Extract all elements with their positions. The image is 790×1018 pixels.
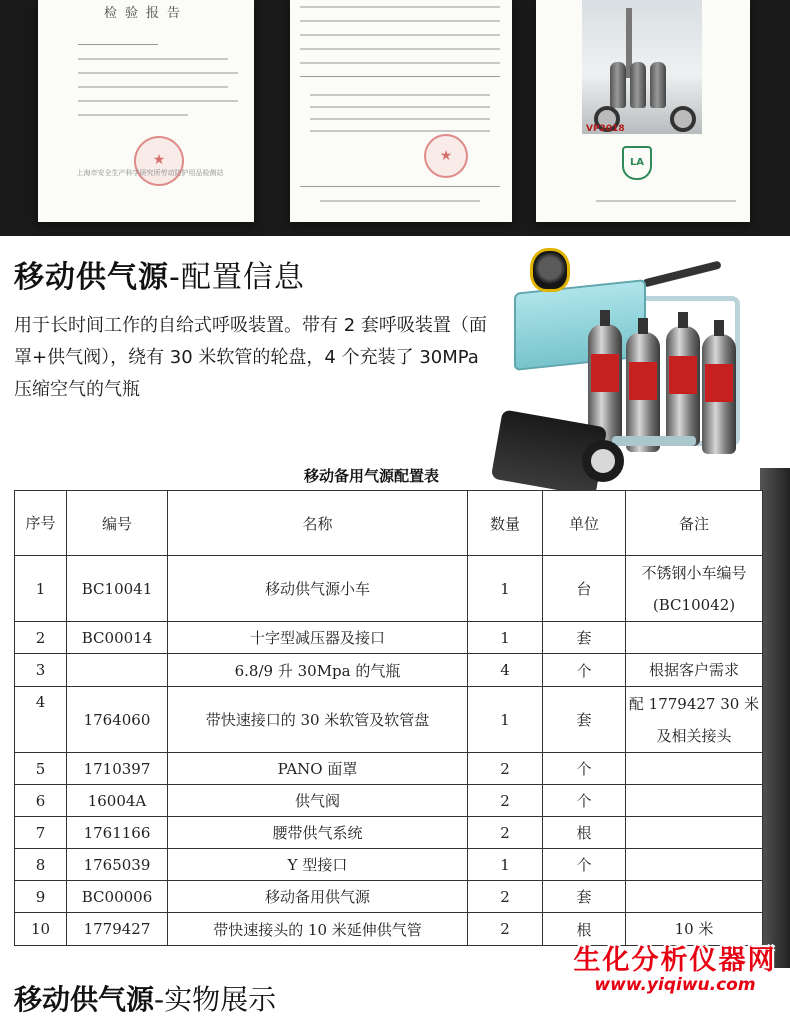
- cell-code: 1779427: [67, 913, 168, 946]
- bottom-heading-light: -实物展示: [154, 983, 277, 1016]
- cell-note: [626, 817, 763, 849]
- cell-name: 十字型减压器及接口: [168, 622, 468, 654]
- cell-qty: 2: [468, 881, 543, 913]
- inspection-report-title: 检验报告: [103, 6, 188, 21]
- watermark-title: 生化分析仪器网: [573, 945, 777, 976]
- cell-name: PANO 面罩: [168, 753, 468, 785]
- air-cylinder-icon: [666, 326, 700, 446]
- cell-code: [67, 654, 168, 687]
- cell-name: Y 型接口: [168, 849, 468, 881]
- cart-wheel-icon: [582, 440, 624, 482]
- cell-note: [626, 753, 763, 785]
- header-qty: 数量: [468, 491, 543, 556]
- cell-unit: 根: [543, 913, 626, 946]
- table-row: [15, 785, 763, 817]
- table-row: [15, 654, 763, 687]
- cell-note: 10 米: [626, 913, 763, 946]
- cell-note: 配 1779427 30 米及相关接头: [626, 687, 763, 753]
- cell-seq: 5: [15, 753, 67, 785]
- cell-qty: 2: [468, 817, 543, 849]
- cell-seq: 4: [15, 687, 67, 753]
- cell-seq: 10: [15, 913, 67, 946]
- cell-qty: 2: [468, 913, 543, 946]
- face-mask-icon: [530, 248, 570, 292]
- cell-note: [626, 785, 763, 817]
- table-row: [15, 556, 763, 622]
- cell-unit: 根: [543, 817, 626, 849]
- cell-code: 1710397: [67, 753, 168, 785]
- bottom-section-heading: [14, 978, 276, 1018]
- red-seal-icon: [424, 134, 468, 178]
- cell-qty: 1: [468, 849, 543, 881]
- table-row: [15, 753, 763, 785]
- air-cylinder-icon: [702, 334, 736, 454]
- header-name: 名称: [168, 491, 468, 556]
- cell-seq: 2: [15, 622, 67, 654]
- table-caption: 移动备用气源配置表: [304, 467, 440, 485]
- cell-unit: 个: [543, 785, 626, 817]
- cell-name: 腰带供气系统: [168, 817, 468, 849]
- header-note: 备注: [626, 491, 763, 556]
- cell-name: 供气阀: [168, 785, 468, 817]
- cell-qty: 1: [468, 556, 543, 622]
- table-row: [15, 881, 763, 913]
- cell-unit: 台: [543, 556, 626, 622]
- header-seq: 序号: [15, 491, 67, 556]
- photo-code-label: VP2018: [586, 124, 625, 134]
- cell-name: 带快速接头的 10 米延伸供气管: [168, 913, 468, 946]
- cell-qty: 2: [468, 785, 543, 817]
- cell-unit: 个: [543, 849, 626, 881]
- cell-unit: 套: [543, 622, 626, 654]
- cell-note: [626, 622, 763, 654]
- mobile-air-supply-cart-image: [490, 240, 766, 502]
- table-row: [15, 622, 763, 654]
- cell-name: 6.8/9 升 30Mpa 的气瓶: [168, 654, 468, 687]
- site-watermark: [568, 938, 782, 995]
- cell-seq: 3: [15, 654, 67, 687]
- cell-qty: 1: [468, 687, 543, 753]
- cell-unit: 套: [543, 881, 626, 913]
- red-seal-icon: [134, 136, 184, 186]
- cell-seq: 6: [15, 785, 67, 817]
- cell-note: 根据客户需求: [626, 654, 763, 687]
- cell-code: BC10041: [67, 556, 168, 622]
- cell-name: 移动供气源小车: [168, 556, 468, 622]
- cell-seq: 7: [15, 817, 67, 849]
- cell-code: 1765039: [67, 849, 168, 881]
- bottom-heading-bold: 移动供气源: [14, 983, 155, 1016]
- header-code: 编号: [67, 491, 168, 556]
- inspection-report-image: [38, 0, 254, 222]
- cell-seq: 8: [15, 849, 67, 881]
- watermark-url: www.yiqiwu.com: [594, 975, 756, 995]
- equipment-photo: [582, 0, 702, 134]
- cell-code: BC00014: [67, 622, 168, 654]
- table-row: [15, 817, 763, 849]
- configuration-table: [14, 490, 763, 946]
- certificate-images-strip: [0, 0, 790, 236]
- cell-code: 16004A: [67, 785, 168, 817]
- table-row: [15, 849, 763, 881]
- test-report-table-image: [290, 0, 512, 222]
- cell-unit: 套: [543, 687, 626, 753]
- intro-paragraph: 用于长时间工作的自给式呼吸装置。带有 2 套呼吸装置（面罩+供气阀），绕有 30 米软管的轮盘，4 个充装了 30MPa 压缩空气的气瓶: [14, 315, 487, 400]
- section-heading-light: -配置信息: [169, 260, 305, 295]
- cell-note: 不锈钢小车编号(BC10042): [626, 556, 763, 622]
- product-certificate-image: [536, 0, 750, 222]
- section-heading: [14, 252, 305, 296]
- cell-note: [626, 849, 763, 881]
- cell-seq: 9: [15, 881, 67, 913]
- la-safety-badge-icon: LA: [622, 146, 652, 180]
- table-header-row: [15, 491, 763, 556]
- header-unit: 单位: [543, 491, 626, 556]
- table-shadow: [760, 468, 790, 968]
- cell-unit: 个: [543, 753, 626, 785]
- cell-name: 移动备用供气源: [168, 881, 468, 913]
- cell-qty: 1: [468, 622, 543, 654]
- cell-seq: 1: [15, 556, 67, 622]
- cell-unit: 个: [543, 654, 626, 687]
- cell-qty: 2: [468, 753, 543, 785]
- air-cylinder-icon: [626, 332, 660, 452]
- cell-name: 带快速接口的 30 米软管及软管盘: [168, 687, 468, 753]
- cell-code: 1764060: [67, 687, 168, 753]
- table-row: [15, 913, 763, 946]
- cell-code: 1761166: [67, 817, 168, 849]
- inspection-report-footer: 上海市安全生产科学研究所劳动防护用品检测站: [76, 169, 224, 177]
- cell-qty: 4: [468, 654, 543, 687]
- section-heading-bold: 移动供气源: [14, 260, 169, 295]
- table-row: [15, 687, 763, 753]
- cell-note: [626, 881, 763, 913]
- cell-code: BC00006: [67, 881, 168, 913]
